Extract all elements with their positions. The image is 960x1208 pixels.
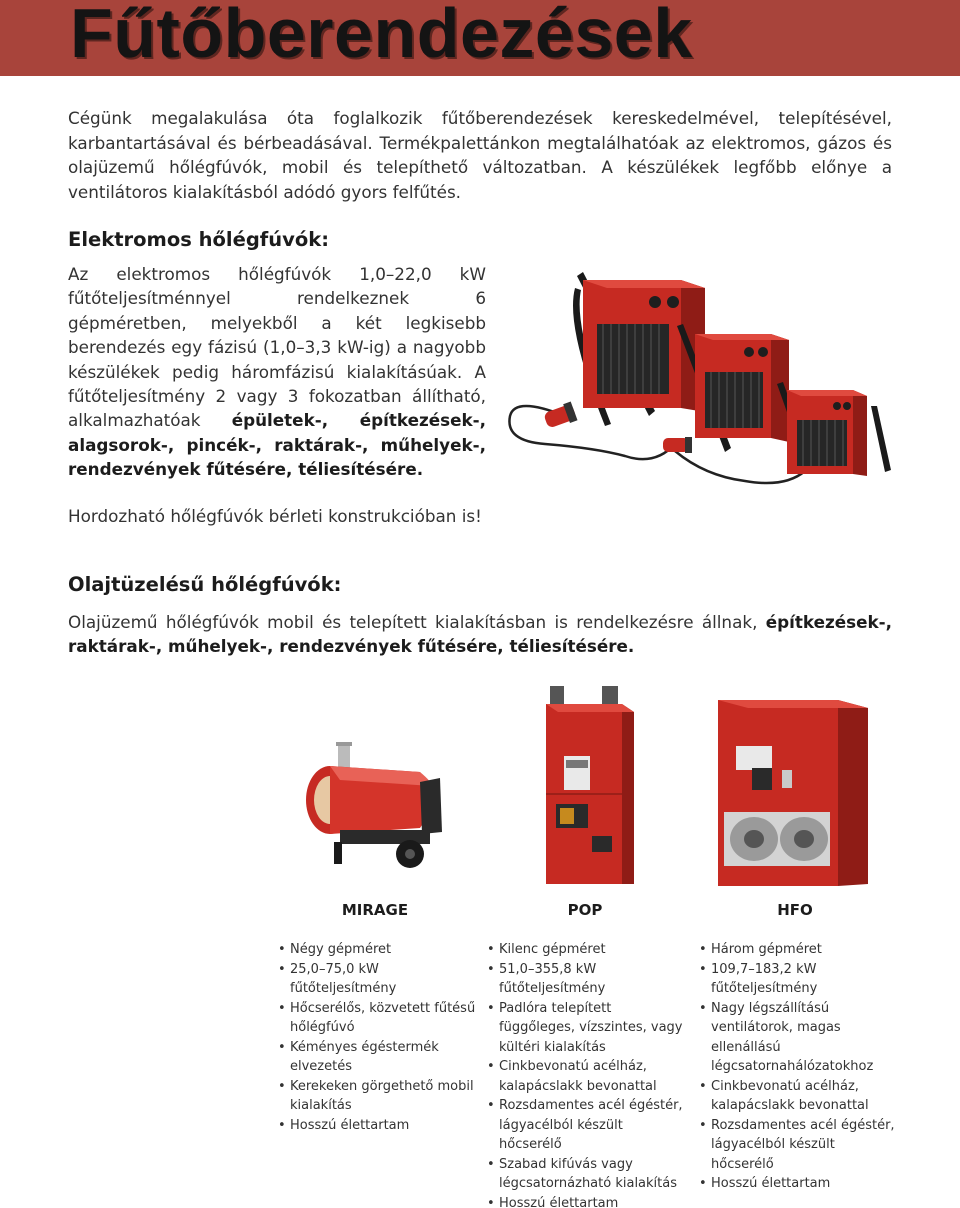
rental-note: Hordozható hőlégfúvók bérleti konstrukcióban is! xyxy=(68,506,482,526)
electric-heading: Elektromos hőlégfúvók: xyxy=(68,228,330,251)
list-item: • Rozsdamentes acél égéstér, lágyacélból készült hőcserélő xyxy=(487,1096,687,1155)
oil-paragraph xyxy=(68,610,892,659)
list-item: • Hosszú élettartam xyxy=(699,1174,899,1194)
intro-paragraph: Cégünk megalakulása óta foglalkozik fűtőberendezések kereskedelmével, telepítésével, karbantartásával és bérbeadásával. Termékpalettánkon megtalálhatóak az elektromos, gázos és olajüzemű hőlégfúvók, mobil és telepíthető változatban. A készülékek legfőbb előnye a ventilátoros kialakításból adódó gyors felfűtés. xyxy=(68,108,892,202)
list-item: • Hőcserélős, közvetett fűtésű hőlégfúvó xyxy=(278,999,478,1038)
pop-heater-image xyxy=(538,686,638,886)
heater-large xyxy=(573,272,705,426)
hfo-heater-image xyxy=(712,688,874,886)
list-item: • 25,0–75,0 kW fűtőteljesítmény xyxy=(278,960,478,999)
list-item: • Szabad kifúvás vagy légcsatornázható kialakítás xyxy=(487,1155,687,1194)
mirage-features xyxy=(278,940,478,1135)
heater-small xyxy=(777,382,891,476)
hfo-title: HFO xyxy=(777,901,813,919)
list-item: • Cinkbevonatú acélház, kalapácslakk bevonattal xyxy=(699,1077,899,1116)
electric-text-plain: Az elektromos hőlégfúvók 1,0–22,0 kW fűtőteljesítménnyel rendelkeznek 6 gépméretben, melyekből a két legkisebb berendezés egy fázisú (1,0–3,3 kW-ig) a nagyobb készülékek pedig háromfázisú kialakításúak. A fűtőteljesítmény 2 vagy 3 fokozatban állítható, alkalmazhatóak xyxy=(68,264,486,431)
oil-text-plain: Olajüzemű hőlégfúvók mobil és telepített kialakításban is rendelkezésre állnak, xyxy=(68,612,766,632)
oil-text-bold: építkezések-, raktárak-, műhelyek-, rendezvények fűtésére, téliesítésére. xyxy=(68,612,892,657)
list-item: • Padlóra telepített függőleges, vízszintes, vagy kültéri kialakítás xyxy=(487,999,687,1058)
page-title: Fűtőberendezések xyxy=(70,0,693,72)
mirage-title: MIRAGE xyxy=(341,901,409,919)
hfo-features xyxy=(699,940,899,1194)
pop-title: POP xyxy=(567,901,603,919)
list-item: • Rozsdamentes acél égéstér, lágyacélból készült hőcserélő xyxy=(699,1116,899,1175)
list-item: • 51,0–355,8 kW fűtőteljesítmény xyxy=(487,960,687,999)
plug-icon xyxy=(663,437,692,453)
electric-heaters-image xyxy=(505,266,897,498)
electric-text-bold: épületek-, építkezések-, alagsorok-, pincék-, raktárak-, műhelyek-, rendezvények fűtésére, téliesítésére. xyxy=(68,410,487,480)
oil-heading: Olajtüzelésű hőlégfúvók: xyxy=(68,573,342,596)
list-item: • Kerekeken görgethető mobil kialakítás xyxy=(278,1077,478,1116)
list-item: • Cinkbevonatú acélház, kalapácslakk bevonattal xyxy=(487,1057,687,1096)
list-item: • 109,7–183,2 kW fűtőteljesítmény xyxy=(699,960,899,999)
list-item: • Hosszú élettartam xyxy=(487,1194,687,1208)
list-item: • Négy gépméret xyxy=(278,940,478,960)
list-item: • Hosszú élettartam xyxy=(278,1116,478,1136)
electric-paragraph xyxy=(68,262,486,482)
plug-icon xyxy=(543,401,577,428)
list-item: • Három gépméret xyxy=(699,940,899,960)
pop-features xyxy=(487,940,687,1208)
mirage-heater-image xyxy=(300,742,450,872)
list-item: • Kilenc gépméret xyxy=(487,940,687,960)
list-item: • Nagy légszállítású ventilátorok, magas ellenállású légcsatornahálózatokhoz xyxy=(699,999,899,1077)
list-item: • Kéményes égéstermék elvezetés xyxy=(278,1038,478,1077)
